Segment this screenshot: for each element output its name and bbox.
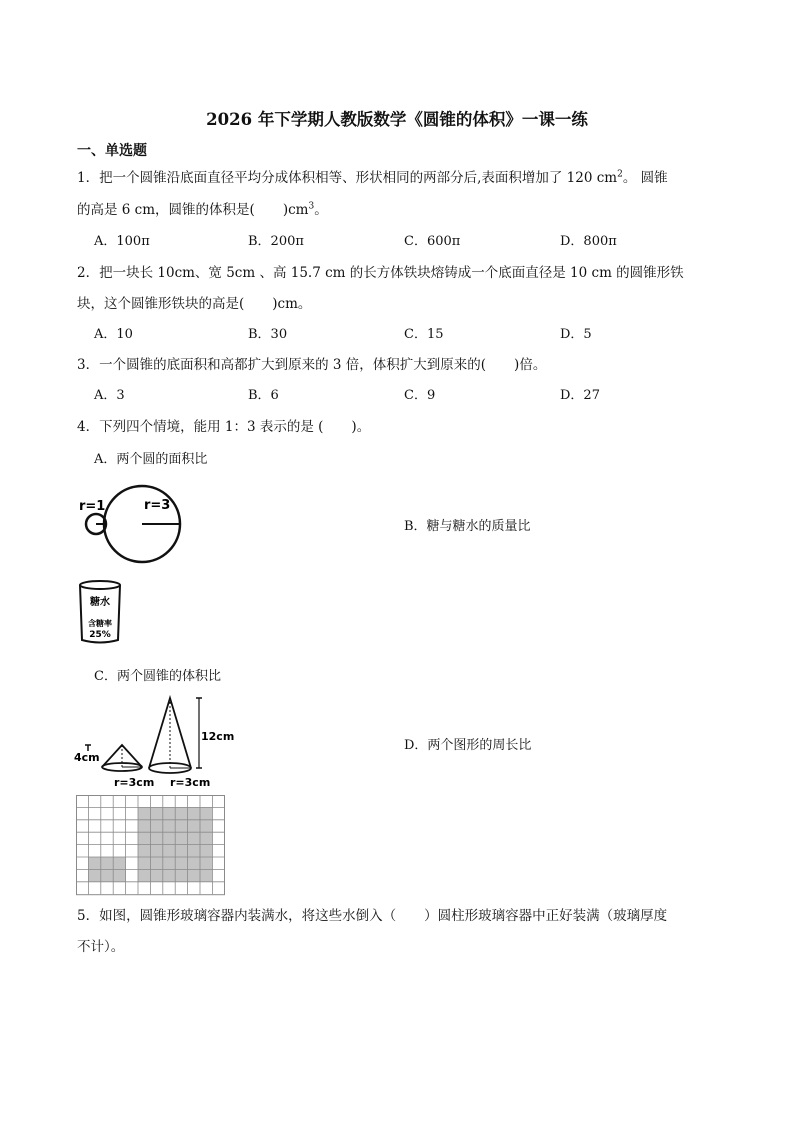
large-radius-label: r=3 (144, 498, 171, 513)
question-3-option-a: A．3 (94, 388, 125, 403)
small-cone-radius-label: r=3cm (114, 776, 155, 789)
sugar-water-cup-figure (76, 580, 124, 645)
question-2-option-d: D．5 (560, 327, 592, 342)
question-4-line-1: 4．下列四个情境，能用 1：3 表示的是 ( )。 (77, 419, 371, 435)
question-1-option-c: C．600π (404, 234, 461, 249)
question-2-line-1: 2．把一块长 10cm、宽 5cm 、高 15.7 cm 的长方体铁块熔铸成一个底面直径是 10 cm 的圆锥形铁 (77, 265, 684, 281)
question-4-option-a: A．两个圆的面积比 (94, 452, 208, 467)
question-2-option-a: A．10 (94, 327, 133, 342)
question-4-option-c: C．两个圆锥的体积比 (94, 669, 221, 684)
small-cone (102, 745, 142, 771)
grid-rectangles-figure (76, 795, 225, 896)
cup-label-mid: 含糖率 (88, 619, 112, 628)
question-5-line-2: 不计）。 (77, 939, 125, 955)
question-1-option-b: B．200π (248, 234, 304, 249)
large-cone-height-label: 12cm (201, 730, 235, 743)
question-5-line-1: 5．如图，圆锥形玻璃容器内装满水，将这些水倒入（ ）圆柱形玻璃容器中正好装满（玻璃厚度 (77, 908, 668, 924)
large-cone (149, 698, 191, 773)
section-heading: 一、单选题 (77, 143, 147, 159)
two-circles-figure (76, 484, 186, 566)
question-3-line-1: 3．一个圆锥的底面积和高都扩大到原来的 3 倍，体积扩大到原来的( )倍。 (77, 357, 547, 373)
cup-rim (80, 581, 120, 589)
question-1-option-a: A．100π (94, 234, 150, 249)
question-2-option-b: B．30 (248, 327, 288, 342)
small-radius-label: r=1 (79, 499, 106, 514)
question-1-line-2: 的高是 6 cm，圆锥的体积是( )$cm^3$。 (77, 201, 328, 218)
cup-label-top: 糖水 (90, 597, 110, 608)
question-3-option-c: C．9 (404, 388, 436, 403)
cup-label-pct: 25% (89, 630, 111, 640)
large-cone-radius-label: r=3cm (170, 776, 211, 789)
question-3-option-b: B．6 (248, 388, 279, 403)
question-2-option-c: C．15 (404, 327, 444, 342)
question-4-option-b: B．糖与糖水的质量比 (404, 519, 531, 534)
question-4-option-d: D．两个图形的周长比 (404, 738, 532, 753)
question-1-option-d: D．800π (560, 234, 617, 249)
document-title: 2026 年下学期人教版数学《圆锥的体积》一课一练 (206, 110, 588, 129)
question-3-option-d: D．27 (560, 388, 600, 403)
question-1-line-1: 1．把一个圆锥沿底面直径平均分成体积相等、形状相同的两部分后,表面积增加了 120 $cm^2$。 圆锥 (77, 169, 668, 186)
small-cone-height-label: 4cm (74, 751, 100, 764)
two-cones-figure (72, 695, 235, 790)
question-2-line-2: 块，这个圆锥形铁块的高是( )cm。 (77, 296, 312, 312)
